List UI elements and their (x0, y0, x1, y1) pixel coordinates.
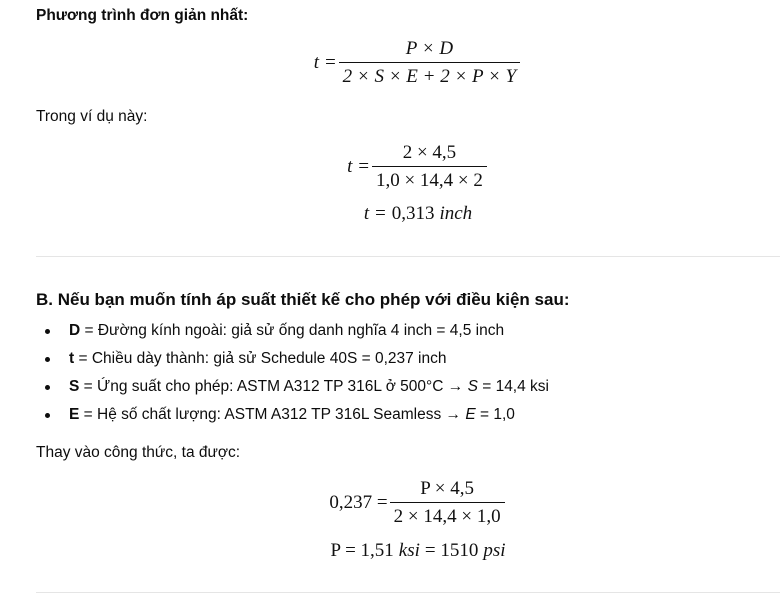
section-a-heading: Phương trình đơn giản nhất: (36, 7, 249, 24)
bullet-icon (45, 385, 50, 390)
equation-fraction (339, 38, 521, 88)
result-unit-ksi: ksi (398, 540, 420, 561)
item-var: S (467, 378, 478, 395)
result-value: 0,313 (391, 203, 435, 224)
list-item (36, 401, 776, 429)
item-text: = Chiều dày thành: giả sử Schedule 40S = 0,237 inch (74, 350, 447, 367)
pressure-result (0, 540, 780, 562)
bullet-icon (45, 357, 50, 362)
fraction-denominator: 2 × 14,4 × 1,0 (393, 506, 501, 527)
simplest-equation (0, 38, 780, 88)
item-tail: = 1,0 (475, 406, 515, 423)
item-text: = Hệ số chất lượng: ASTM A312 TP 316L Seamless → (79, 406, 466, 423)
equation-lhs: 0,237 = (329, 492, 388, 513)
equation-fraction (390, 478, 505, 528)
fraction-numerator: P × D (405, 38, 454, 59)
equation-fraction (372, 142, 487, 192)
item-tail: = 14,4 ksi (477, 378, 549, 395)
list-item (36, 373, 776, 401)
fraction-denominator: 2 × S × E + 2 × P × Y (342, 66, 517, 87)
fraction-denominator: 1,0 × 14,4 × 2 (375, 170, 483, 191)
fraction-numerator: P × 4,5 (420, 478, 475, 499)
result-mid: = 1510 (424, 540, 479, 561)
item-text: = Đường kính ngoài: giả sử ống danh nghĩa 4 inch = 4,5 inch (80, 322, 505, 339)
bullet-icon (45, 413, 50, 418)
example-equation (0, 142, 780, 192)
example-intro: Trong ví dụ này: (36, 108, 148, 125)
result-unit-psi: psi (483, 540, 506, 561)
item-text: = Ứng suất cho phép: ASTM A312 TP 316L ở 500°C → (79, 378, 468, 395)
substitution-equation (0, 478, 780, 528)
item-key: D (69, 322, 81, 339)
result-lhs: t = (363, 203, 387, 224)
list-item (36, 345, 776, 373)
section-b-heading: B. Nếu bạn muốn tính áp suất thiết kế cho phép với điều kiện sau: (36, 290, 570, 309)
equation-lhs: t = (313, 52, 337, 73)
substitute-intro: Thay vào công thức, ta được: (36, 444, 241, 461)
item-var: E (465, 406, 476, 423)
example-result (0, 203, 780, 225)
section-divider (36, 256, 780, 257)
conditions-list (36, 317, 776, 429)
result-lhs: P = 1,51 (330, 540, 394, 561)
item-key: S (69, 378, 80, 395)
section-divider (36, 592, 780, 593)
equation-lhs: t = (347, 156, 370, 177)
result-unit: inch (439, 203, 473, 224)
fraction-numerator: 2 × 4,5 (402, 142, 457, 163)
item-key: E (69, 406, 80, 423)
bullet-icon (45, 329, 50, 334)
list-item (36, 317, 776, 345)
item-key: t (69, 350, 75, 367)
